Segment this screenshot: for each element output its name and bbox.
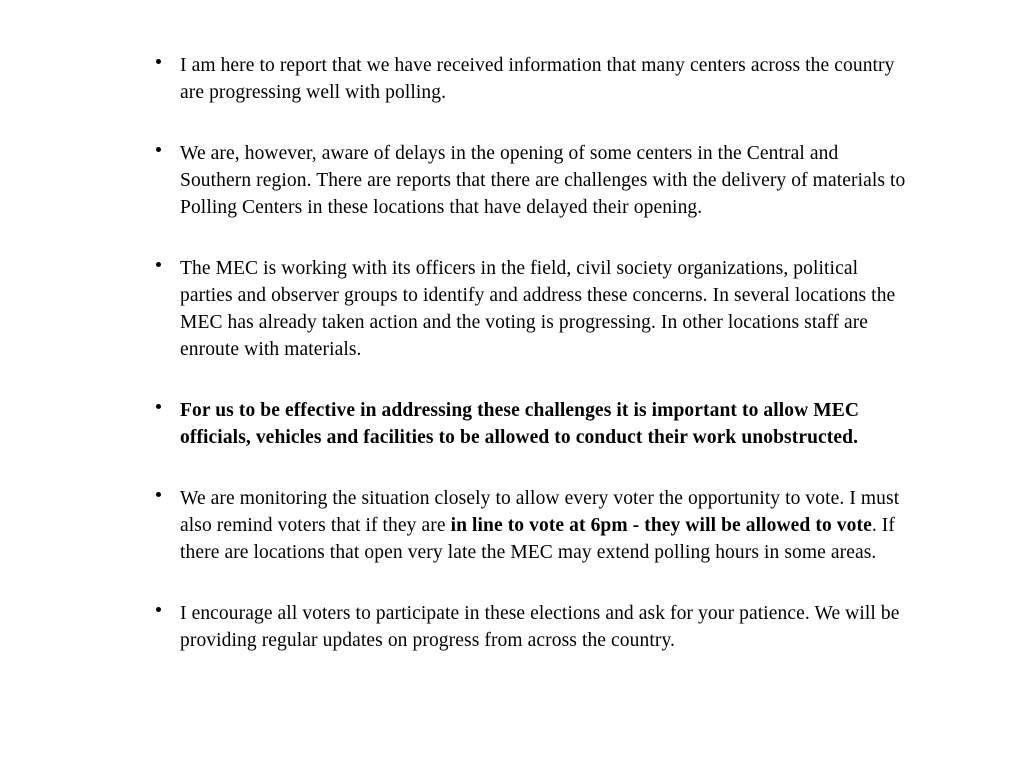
bullet-item-2 xyxy=(155,140,907,221)
bullet-item-4 xyxy=(155,397,907,451)
bullet-item-6 xyxy=(155,600,907,654)
bullet-text-2: We are, however, aware of delays in the opening of some centers in the Central and Southern region. There are reports that there are challenges with the delivery of materials to Polling Centers in these locations that have delayed their opening. xyxy=(180,143,906,218)
bullet-dot-icon xyxy=(156,404,161,409)
bullet-text-1: I am here to report that we have received information that many centers across the country are progressing well with polling. xyxy=(180,55,895,103)
bullet-dot-icon xyxy=(156,262,161,267)
bullet-dot-icon xyxy=(156,492,161,497)
bullet-text-3: The MEC is working with its officers in the field, civil society organizations, political parties and observer groups to identify and address these concerns. In several locations the MEC has already taken action and the voting is progressing. In other locations staff are enroute with materials. xyxy=(180,258,896,360)
bullet-text-6: I encourage all voters to participate in these elections and ask for your patience. We will be providing regular updates on progress from across the country. xyxy=(180,603,900,651)
bullet-item-1 xyxy=(155,52,907,106)
bullet-text-4: For us to be effective in addressing these challenges it is important to allow MEC officials, vehicles and facilities to be allowed to conduct their work unobstructed. xyxy=(180,400,860,448)
bullet-list xyxy=(155,52,915,688)
bullet-item-3 xyxy=(155,255,907,363)
bullet-dot-icon xyxy=(156,147,161,152)
bullet-dot-icon xyxy=(156,607,161,612)
bullet-item-5 xyxy=(155,485,907,566)
bullet-text-5-pre: We are monitoring the situation closely to allow every voter the opportunity to vote. I must also remind voters that if they are xyxy=(180,488,900,536)
bullet-text-5-post: . If there are locations that open very late the MEC may extend polling hours in some areas. xyxy=(180,515,895,563)
bullet-text-5-bold: in line to vote at 6pm - they will be allowed to vote xyxy=(450,515,872,536)
bullet-dot-icon xyxy=(156,59,161,64)
